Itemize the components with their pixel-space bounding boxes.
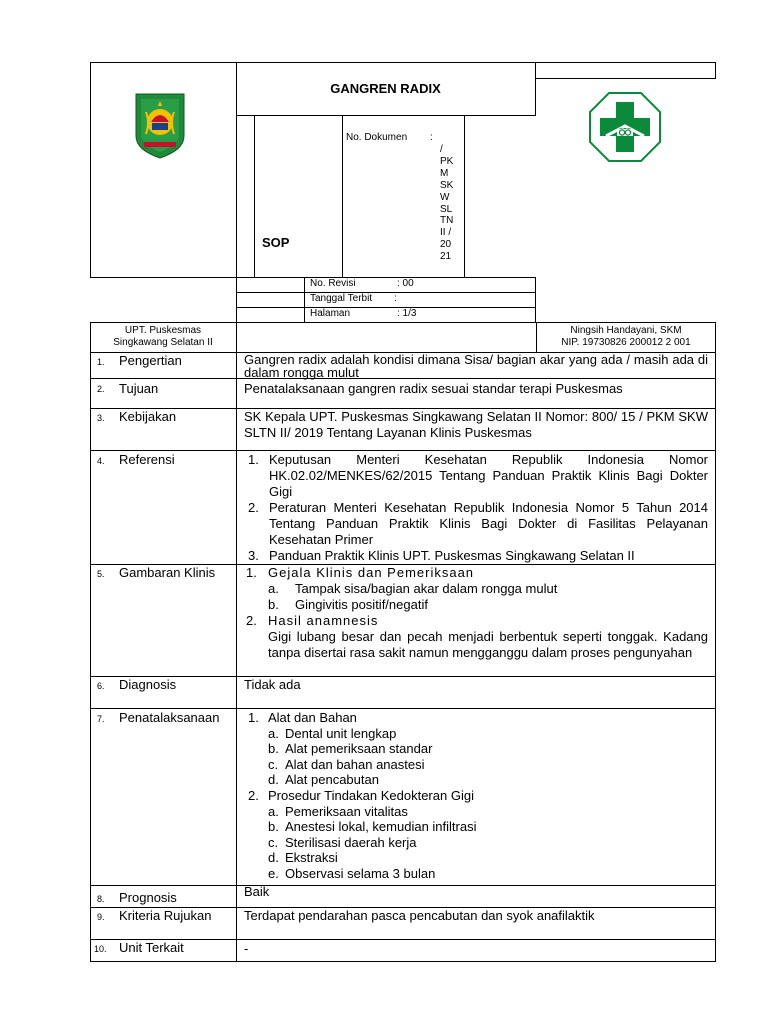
doc-number-value: / PK M SK W SL TN II / 20 21 — [440, 144, 454, 263]
date-value: : — [394, 293, 397, 304]
list-item: 1. Keputusan Menteri Kesehatan Republik Indonesia Nomor HK.02.02/MENKES/62/2015 Tentang Panduan Praktik Klinis Bagi Dokter Gigi — [248, 452, 708, 499]
row-number: 1. — [97, 357, 105, 367]
unit-terkait-text: - — [244, 941, 249, 956]
prognosis-text: Baik — [244, 884, 270, 899]
sop-label: SOP — [262, 235, 290, 250]
row-number: 10. — [94, 944, 107, 954]
diagnosis-text: Tidak ada — [244, 677, 301, 692]
org-line-2: Singkawang Selatan II — [113, 337, 213, 348]
row-label-tujuan: Tujuan — [119, 381, 159, 396]
row-label-unit-terkait: Unit Terkait — [119, 940, 184, 955]
revision-value: : 00 — [397, 278, 414, 289]
row-number: 9. — [97, 912, 105, 922]
doc-number-sep: : — [430, 132, 433, 143]
puskesmas-logo — [588, 90, 662, 164]
referensi-list — [244, 452, 708, 564]
kebijakan-text: SK Kepala UPT. Puskesmas Singkawang Selatan II Nomor: 800/ 15 / PKM SKW SLTN II/ 2019 Tentang Layanan Klinis Puskesmas — [244, 409, 708, 440]
doc-number-label: No. Dokumen — [346, 132, 408, 143]
page-value: : 1/3 — [397, 308, 417, 319]
row-label-kriteria-rujukan: Kriteria Rujukan — [119, 908, 212, 923]
list-item: 2. Peraturan Menteri Kesehatan Republik Indonesia Nomor 5 Tahun 2014 Tentang Panduan Praktik Klinis Bagi Dokter di Fasilitas Pelayanan Kesehatan Primer — [248, 500, 708, 547]
signer-nip: NIP. 19730826 200012 2 001 — [561, 337, 691, 348]
row-label-pengertian: Pengertian — [119, 353, 182, 368]
row-number: 5. — [97, 569, 105, 579]
row-label-penatalaksanaan: Penatalaksanaan — [119, 710, 220, 725]
revision-label: No. Revisi — [310, 278, 356, 289]
row-number: 7. — [97, 714, 105, 724]
row-label-referensi: Referensi — [119, 452, 175, 467]
row-label-diagnosis: Diagnosis — [119, 677, 177, 692]
gambaran-klinis-content: 1. Gejala Klinis dan Pemeriksaan a. Tampak sisa/bagian akar dalam rongga mulut b. Gingivitis positif/negatif 2. Hasil anamnesis Gigi lubang besar dan pecah menjadi berbentuk seperti tonggak. Kadang tanpa disertai rasa sakit namun mengganggu dalam proses pengunyahan — [246, 565, 708, 660]
page-label: Halaman — [310, 308, 351, 319]
list-item: 3. Panduan Praktik Klinis UPT. Puskesmas Singkawang Selatan II — [248, 548, 635, 563]
pengertian-text: Gangren radix adalah kondisi dimana Sisa/ bagian akar yang ada / masih ada di dalam rongga mulut — [244, 352, 708, 380]
row-number: 2. — [97, 384, 105, 394]
signer-name: Ningsih Handayani, SKM — [570, 325, 682, 336]
row-number: 6. — [97, 681, 105, 691]
row-number: 4. — [97, 456, 105, 466]
org-line-1: UPT. Puskesmas — [124, 325, 202, 336]
row-label-kebijakan: Kebijakan — [119, 409, 177, 424]
row-label-gambaran-klinis: Gambaran Klinis — [119, 565, 216, 580]
tujuan-text: Penatalaksanaan gangren radix sesuai standar terapi Puskesmas — [244, 381, 623, 396]
row-label-prognosis: Prognosis — [119, 890, 177, 905]
row-number: 8. — [97, 894, 105, 904]
province-logo — [132, 92, 188, 160]
document-title: GANGREN RADIX — [330, 81, 441, 96]
date-label: Tanggal Terbit — [310, 293, 373, 304]
row-number: 3. — [97, 413, 105, 423]
kriteria-rujukan-text: Terdapat pendarahan pasca pencabutan dan syok anafilaktik — [244, 908, 595, 923]
penatalaksanaan-content: 1. Alat dan Bahan a. Dental unit lengkap b. Alat pemeriksaan standar c. Alat dan bahan anastesi d. Alat pencabutan 2. Prosedur Tindakan Kedokteran Gigi a. Pemeriksaan vitalitas b. Anestesi lokal, kemudian infiltrasi c. Sterilisasi daerah kerja d. Ekstraksi e. Observasi selama 3 bulan — [248, 710, 477, 881]
